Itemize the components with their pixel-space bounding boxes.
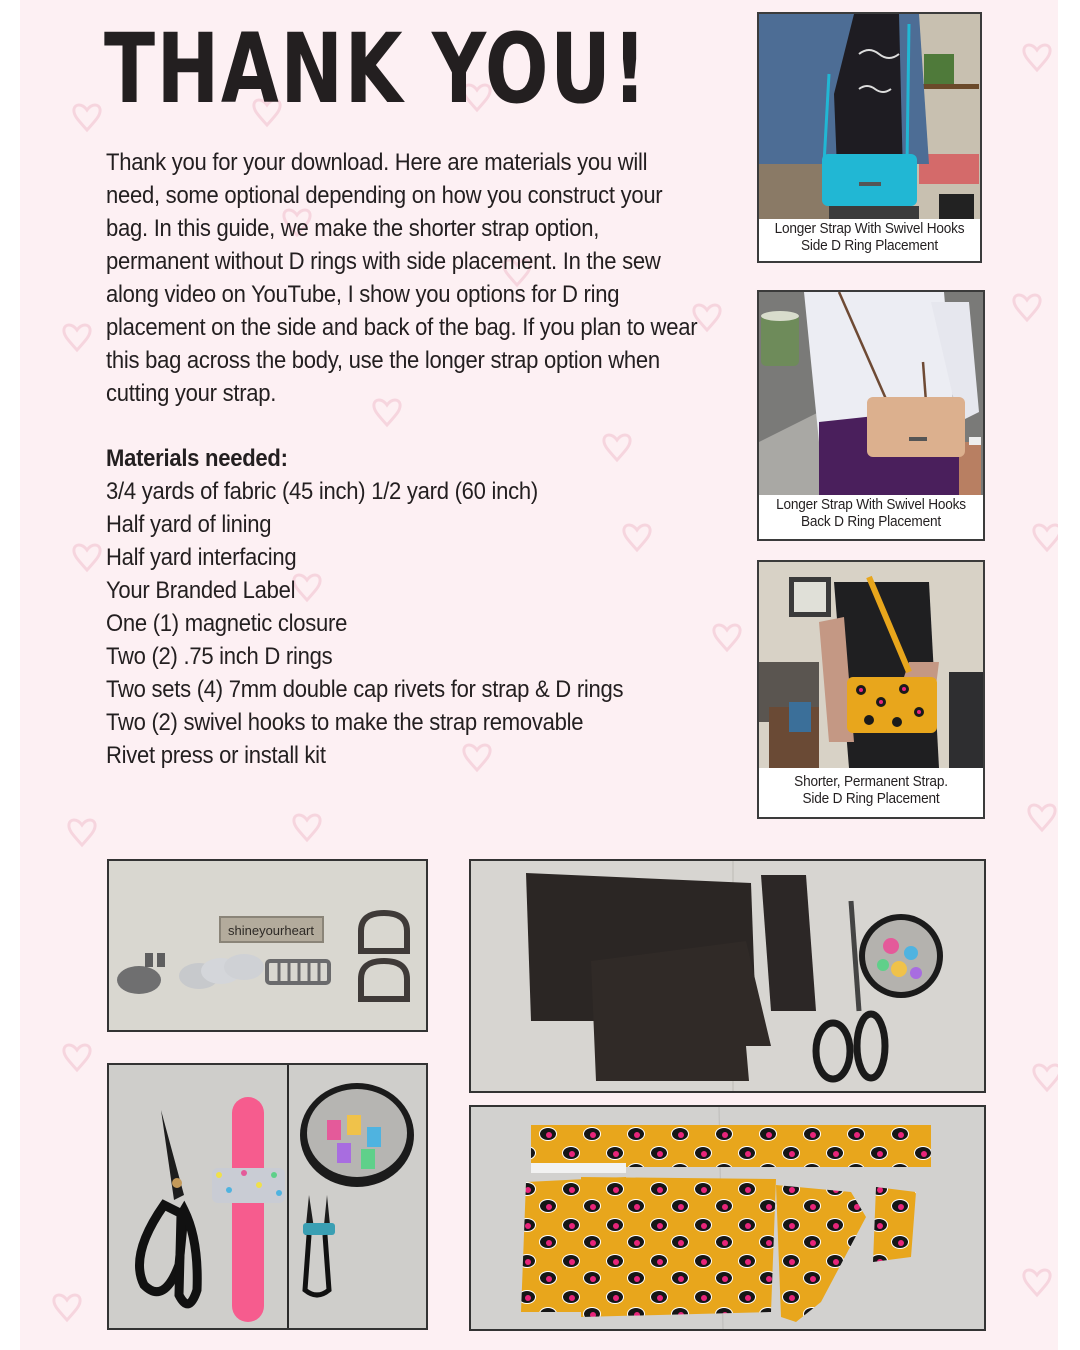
heart-icon bbox=[50, 1290, 84, 1324]
card-caption bbox=[766, 766, 977, 817]
list-item: Your Branded Label bbox=[106, 577, 296, 604]
heart-icon bbox=[70, 100, 104, 134]
caption-line: Side D Ring Placement bbox=[802, 791, 940, 807]
list-item: 3/4 yards of fabric (45 inch) 1/2 yard (60 inch) bbox=[106, 478, 538, 505]
list-item: Half yard of lining bbox=[106, 511, 272, 538]
caption-line: Longer Strap With Swivel Hooks bbox=[774, 221, 965, 237]
photo-rose-gold-bag bbox=[759, 292, 983, 495]
heart-icon bbox=[1030, 520, 1058, 554]
photo-hardware bbox=[107, 859, 428, 1032]
heart-icon bbox=[70, 540, 104, 574]
heart-icon bbox=[60, 320, 94, 354]
photo-cutting-tools bbox=[107, 1063, 428, 1330]
caption-line: Shorter, Permanent Strap. bbox=[794, 774, 948, 790]
heart-icon bbox=[290, 810, 324, 844]
heart-icon bbox=[1030, 1060, 1058, 1094]
list-item: Two sets (4) 7mm double cap rivets for strap & D rings bbox=[106, 676, 624, 703]
photo-leopard-bag bbox=[759, 562, 983, 768]
photo-lining-fabric bbox=[469, 859, 986, 1093]
list-item: Half yard interfacing bbox=[106, 544, 297, 571]
materials-list bbox=[106, 475, 736, 772]
materials-section bbox=[106, 442, 736, 772]
heart-icon bbox=[1010, 290, 1044, 324]
example-card-side-d-ring-short bbox=[757, 560, 985, 819]
caption-line: Back D Ring Placement bbox=[800, 514, 941, 530]
heart-icon bbox=[65, 815, 99, 849]
photo-outer-fabric bbox=[469, 1105, 986, 1331]
caption-line: Side D Ring Placement bbox=[801, 238, 938, 254]
example-card-side-d-ring-long bbox=[757, 12, 982, 263]
heart-icon bbox=[1020, 1265, 1054, 1299]
list-item: Rivet press or install kit bbox=[106, 742, 326, 769]
heart-icon bbox=[1025, 800, 1058, 834]
list-item: One (1) magnetic closure bbox=[106, 610, 348, 637]
intro-text: Thank you for your download. Here are materials you will need, some optional depending on how you construct your bag. In this guide, we make the shorter strap option, permanent without D rings with side placement. In the sew along video on YouTube, I show you options for D ring placement on the side and back of the bag. If you plan to wear this bag across the body, use the longer strap option when cutting your strap. bbox=[106, 149, 698, 407]
card-caption bbox=[766, 217, 974, 261]
heart-icon bbox=[60, 1040, 94, 1074]
heart-icon bbox=[1020, 40, 1054, 74]
list-item: Two (2) .75 inch D rings bbox=[106, 643, 333, 670]
card-caption bbox=[766, 493, 977, 539]
page-title: THANK YOU! bbox=[104, 13, 649, 125]
materials-heading: Materials needed: bbox=[106, 445, 288, 472]
list-item: Two (2) swivel hooks to make the strap removable bbox=[106, 709, 584, 736]
label-engraving: shineyourheart bbox=[228, 923, 314, 938]
example-card-back-d-ring-long bbox=[757, 290, 985, 541]
photo-blue-bag bbox=[759, 14, 980, 219]
intro-paragraph bbox=[106, 146, 700, 410]
caption-line: Longer Strap With Swivel Hooks bbox=[776, 497, 966, 513]
